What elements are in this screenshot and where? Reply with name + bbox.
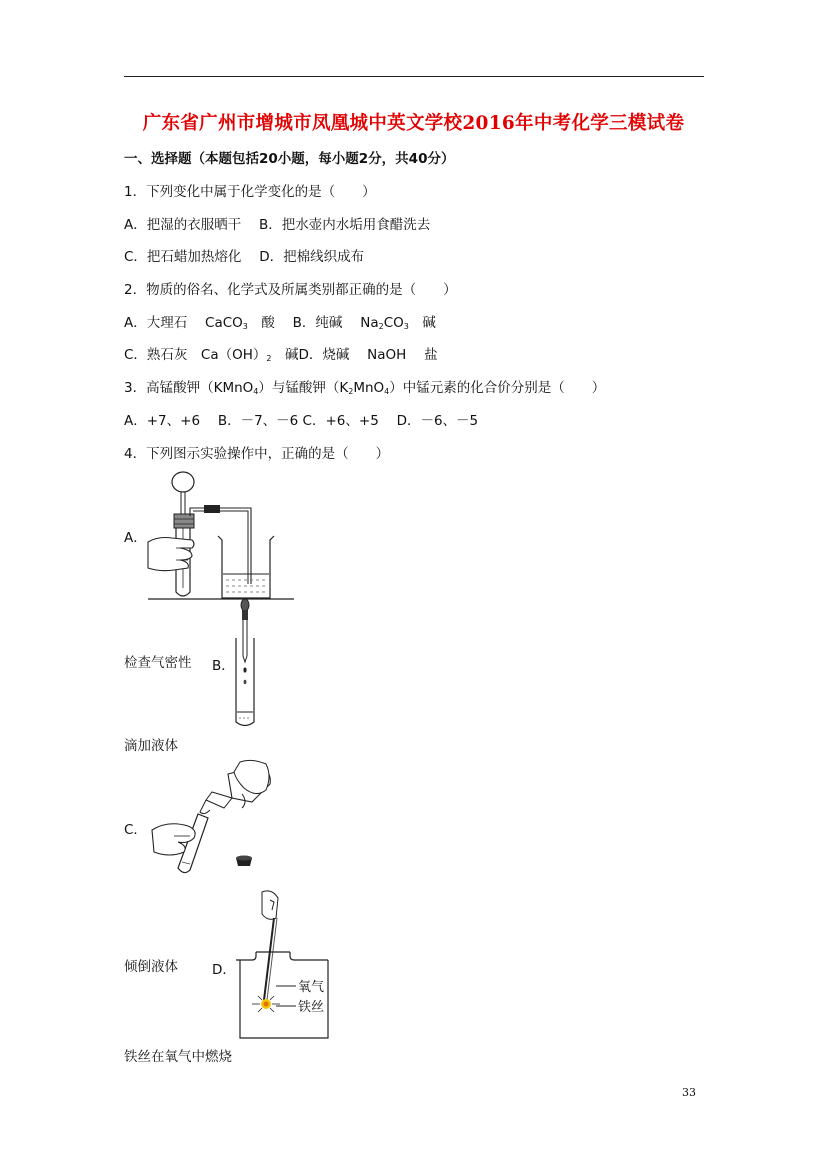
question-2-stem: 2．物质的俗名、化学式及所属类别都正确的是（ ）: [124, 282, 457, 298]
question-2-options-ab: A．大理石 CaCO$_3$ 酸 B．纯碱 $Na_2CO_3$ 碱: [124, 315, 436, 331]
question-3-stem: 3．高锰酸钾（KMnO$_4$）与锰酸钾$(K_2MnO_4)$中锰元素的化合价分别是（ ）: [124, 380, 606, 396]
question-2-options-cd: C．熟石灰 $Ca(OH)_2$ 碱D．烧碱 NaOH 盐: [124, 347, 438, 363]
figure-b-caption: 滴加液体: [124, 738, 178, 754]
header-rule: [124, 76, 704, 77]
question-1-options-cd: C．把石蜡加热熔化 D．把棉线织成布: [124, 249, 365, 265]
iron-burning-figure: [232, 888, 332, 1040]
question-4-stem: 4．下列图示实验操作中，正确的是（ ）: [124, 446, 390, 462]
dropping-liquid-figure: [230, 598, 260, 730]
section-heading: 一、选择题（本题包括20小题，每小题2分，共40分）: [124, 151, 455, 167]
figure-c-caption: 倾倒液体: [124, 959, 178, 975]
figure-d-label: D．: [212, 962, 236, 978]
figure-d-caption: 铁丝在氧气中燃烧: [124, 1049, 232, 1065]
figure-a-caption: 检查气密性: [124, 655, 192, 671]
page-number: 33: [682, 1086, 696, 1099]
question-3-options: A．+7、+6 B．－7、－6 C．+6、+5 D．－6、－5: [124, 413, 479, 429]
figure-b-label: B．: [212, 658, 235, 674]
oxygen-label: 氧气: [298, 980, 325, 995]
question-1-stem: 1．下列变化中属于化学变化的是（ ）: [124, 184, 376, 200]
pouring-liquid-figure: [148, 758, 274, 876]
figure-c-label: C．: [124, 822, 147, 838]
airtightness-check-figure: [146, 470, 296, 602]
page-title: 广东省广州市增城市凤凰城中英文学校2016年中考化学三模试卷: [142, 113, 685, 134]
iron-wire-label: 铁丝: [298, 1000, 325, 1015]
figure-a-label: A．: [124, 530, 147, 546]
question-1-options-ab: A．把湿的衣服晒干 B．把水壶内水垢用食醋洗去: [124, 217, 431, 233]
